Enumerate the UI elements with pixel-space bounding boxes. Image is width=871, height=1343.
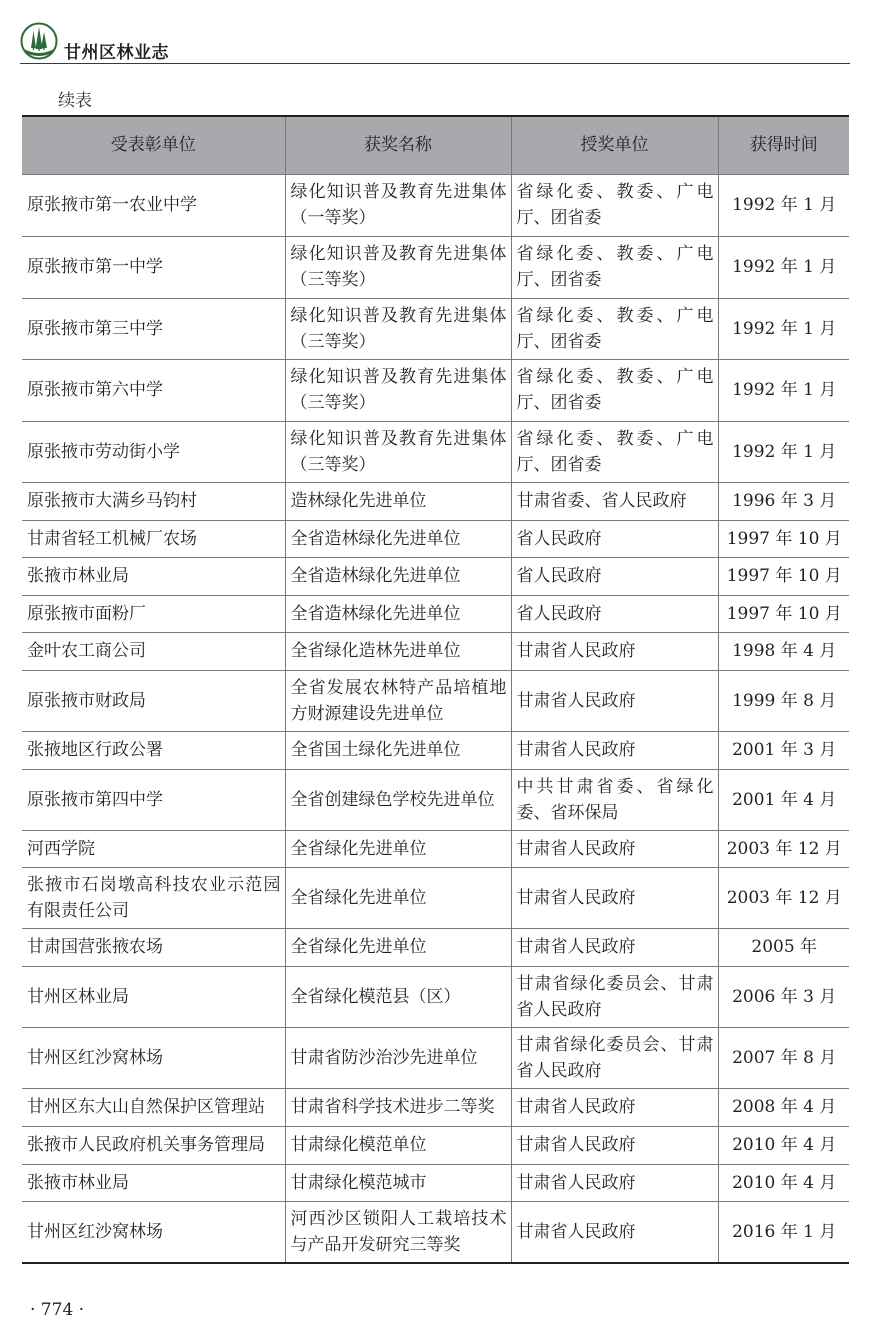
column-header-award-date: 获得时间 — [718, 116, 849, 174]
cell-granting-unit: 甘肃省委、省人民政府 — [511, 482, 718, 520]
table-row — [22, 867, 849, 928]
cell-award-date: 1992 年 1 月 — [718, 359, 849, 421]
cell-granting-unit: 甘肃省人民政府 — [511, 1088, 718, 1126]
cell-award-name: 全省造林绿化先进单位 — [285, 520, 511, 557]
cell-award-date: 1992 年 1 月 — [718, 174, 849, 236]
cell-award-name: 绿化知识普及教育先进集体（三等奖） — [285, 298, 511, 359]
table-row — [22, 595, 849, 632]
cell-award-name: 全省造林绿化先进单位 — [285, 595, 511, 632]
cell-honored-unit: 甘州区红沙窝林场 — [22, 1201, 285, 1263]
table-row — [22, 174, 849, 236]
cell-award-name: 全省绿化造林先进单位 — [285, 632, 511, 670]
cell-granting-unit: 甘肃省人民政府 — [511, 830, 718, 867]
cell-honored-unit: 原张掖市第三中学 — [22, 298, 285, 359]
cell-honored-unit: 甘肃省轻工机械厂农场 — [22, 520, 285, 557]
cell-award-name: 造林绿化先进单位 — [285, 482, 511, 520]
cell-honored-unit: 甘州区东大山自然保护区管理站 — [22, 1088, 285, 1126]
cell-award-date: 2008 年 4 月 — [718, 1088, 849, 1126]
cell-award-name: 绿化知识普及教育先进集体（三等奖） — [285, 359, 511, 421]
cell-honored-unit: 金叶农工商公司 — [22, 632, 285, 670]
cell-honored-unit: 原张掖市财政局 — [22, 670, 285, 731]
cell-award-name: 绿化知识普及教育先进集体（三等奖） — [285, 421, 511, 482]
table-row — [22, 966, 849, 1027]
column-header-award-name: 获奖名称 — [285, 116, 511, 174]
cell-honored-unit: 张掖市石岗墩高科技农业示范园有限责任公司 — [22, 867, 285, 928]
table-header-row — [22, 116, 849, 174]
table-row — [22, 359, 849, 421]
awards-table — [22, 115, 849, 1264]
cell-award-date: 1992 年 1 月 — [718, 236, 849, 298]
cell-honored-unit: 张掖市林业局 — [22, 557, 285, 595]
cell-granting-unit: 甘肃省人民政府 — [511, 867, 718, 928]
cell-honored-unit: 原张掖市第六中学 — [22, 359, 285, 421]
cell-honored-unit: 甘肃国营张掖农场 — [22, 928, 285, 966]
table-row — [22, 1088, 849, 1126]
forest-trees-icon — [20, 22, 58, 60]
cell-honored-unit: 河西学院 — [22, 830, 285, 867]
cell-award-name: 全省造林绿化先进单位 — [285, 557, 511, 595]
table-row — [22, 830, 849, 867]
cell-award-name: 河西沙区锁阳人工栽培技术与产品开发研究三等奖 — [285, 1201, 511, 1263]
table-row — [22, 632, 849, 670]
cell-award-date: 2006 年 3 月 — [718, 966, 849, 1027]
cell-honored-unit: 张掖市人民政府机关事务管理局 — [22, 1126, 285, 1164]
cell-award-date: 2010 年 4 月 — [718, 1126, 849, 1164]
cell-award-name: 甘肃省防沙治沙先进单位 — [285, 1027, 511, 1088]
cell-award-name: 全省绿化先进单位 — [285, 928, 511, 966]
table-row — [22, 236, 849, 298]
cell-granting-unit: 省绿化委、教委、广电厅、团省委 — [511, 298, 718, 359]
table-row — [22, 1201, 849, 1263]
table-row — [22, 421, 849, 482]
table-row — [22, 298, 849, 359]
cell-granting-unit: 省绿化委、教委、广电厅、团省委 — [511, 421, 718, 482]
cell-award-name: 甘肃省科学技术进步二等奖 — [285, 1088, 511, 1126]
column-header-honored-unit: 受表彰单位 — [22, 116, 285, 174]
cell-granting-unit: 甘肃省人民政府 — [511, 1126, 718, 1164]
cell-award-date: 1997 年 10 月 — [718, 557, 849, 595]
table-body — [22, 174, 849, 1263]
cell-granting-unit: 省人民政府 — [511, 557, 718, 595]
cell-honored-unit: 原张掖市面粉厂 — [22, 595, 285, 632]
column-header-granting-unit: 授奖单位 — [511, 116, 718, 174]
cell-honored-unit: 甘州区红沙窝林场 — [22, 1027, 285, 1088]
cell-granting-unit: 甘肃省人民政府 — [511, 1164, 718, 1201]
page-number: · 774 · — [30, 1300, 85, 1320]
cell-award-name: 全省绿化先进单位 — [285, 830, 511, 867]
cell-award-date: 2001 年 3 月 — [718, 731, 849, 769]
table-row — [22, 1126, 849, 1164]
cell-granting-unit: 甘肃省绿化委员会、甘肃省人民政府 — [511, 966, 718, 1027]
cell-award-date: 2005 年 — [718, 928, 849, 966]
cell-honored-unit: 张掖地区行政公署 — [22, 731, 285, 769]
book-title: 甘州区林业志 — [64, 43, 169, 63]
cell-granting-unit: 甘肃省绿化委员会、甘肃省人民政府 — [511, 1027, 718, 1088]
cell-award-name: 全省发展农林特产品培植地方财源建设先进单位 — [285, 670, 511, 731]
cell-award-name: 全省创建绿色学校先进单位 — [285, 769, 511, 830]
cell-granting-unit: 省人民政府 — [511, 595, 718, 632]
cell-award-date: 2010 年 4 月 — [718, 1164, 849, 1201]
cell-honored-unit: 原张掖市第一中学 — [22, 236, 285, 298]
cell-granting-unit: 省绿化委、教委、广电厅、团省委 — [511, 174, 718, 236]
cell-granting-unit: 甘肃省人民政府 — [511, 632, 718, 670]
cell-award-date: 2003 年 12 月 — [718, 830, 849, 867]
cell-award-date: 1997 年 10 月 — [718, 595, 849, 632]
cell-award-date: 1996 年 3 月 — [718, 482, 849, 520]
cell-award-name: 甘肃绿化模范单位 — [285, 1126, 511, 1164]
cell-award-name: 全省绿化先进单位 — [285, 867, 511, 928]
continued-table-label: 续表 — [58, 91, 92, 111]
cell-granting-unit: 甘肃省人民政府 — [511, 928, 718, 966]
cell-award-date: 2016 年 1 月 — [718, 1201, 849, 1263]
cell-award-date: 2001 年 4 月 — [718, 769, 849, 830]
cell-honored-unit: 原张掖市第一农业中学 — [22, 174, 285, 236]
table-row — [22, 520, 849, 557]
cell-award-name: 全省绿化模范县（区） — [285, 966, 511, 1027]
table-row — [22, 670, 849, 731]
cell-granting-unit: 省人民政府 — [511, 520, 718, 557]
cell-award-date: 1997 年 10 月 — [718, 520, 849, 557]
cell-award-date: 2003 年 12 月 — [718, 867, 849, 928]
cell-award-name: 绿化知识普及教育先进集体（一等奖） — [285, 174, 511, 236]
cell-granting-unit: 省绿化委、教委、广电厅、团省委 — [511, 359, 718, 421]
cell-award-name: 绿化知识普及教育先进集体（三等奖） — [285, 236, 511, 298]
running-header — [20, 22, 850, 64]
cell-award-date: 2007 年 8 月 — [718, 1027, 849, 1088]
cell-award-date: 1992 年 1 月 — [718, 298, 849, 359]
cell-honored-unit: 原张掖市劳动街小学 — [22, 421, 285, 482]
cell-granting-unit: 中共甘肃省委、省绿化委、省环保局 — [511, 769, 718, 830]
cell-honored-unit: 原张掖市第四中学 — [22, 769, 285, 830]
cell-granting-unit: 甘肃省人民政府 — [511, 670, 718, 731]
cell-honored-unit: 甘州区林业局 — [22, 966, 285, 1027]
table-row — [22, 557, 849, 595]
cell-granting-unit: 省绿化委、教委、广电厅、团省委 — [511, 236, 718, 298]
table-row — [22, 731, 849, 769]
table-row — [22, 769, 849, 830]
cell-honored-unit: 原张掖市大满乡马钧村 — [22, 482, 285, 520]
cell-granting-unit: 甘肃省人民政府 — [511, 731, 718, 769]
cell-honored-unit: 张掖市林业局 — [22, 1164, 285, 1201]
table-row — [22, 928, 849, 966]
cell-award-date: 1992 年 1 月 — [718, 421, 849, 482]
cell-award-date: 1998 年 4 月 — [718, 632, 849, 670]
table-row — [22, 482, 849, 520]
table-row — [22, 1164, 849, 1201]
cell-award-date: 1999 年 8 月 — [718, 670, 849, 731]
table-row — [22, 1027, 849, 1088]
cell-award-name: 甘肃绿化模范城市 — [285, 1164, 511, 1201]
cell-award-name: 全省国土绿化先进单位 — [285, 731, 511, 769]
cell-granting-unit: 甘肃省人民政府 — [511, 1201, 718, 1263]
